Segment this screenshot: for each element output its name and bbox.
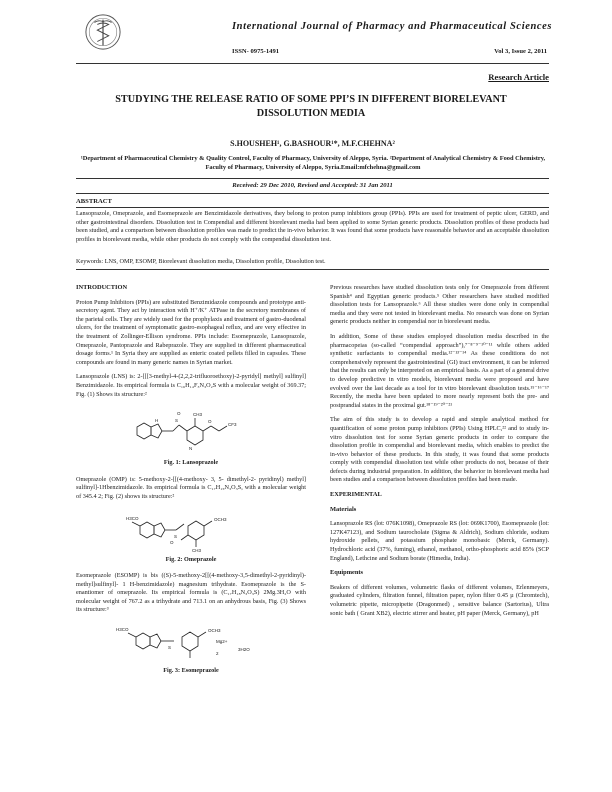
received-dates: Received: 29 Dec 2010, Revised and Accepted: 31 Jan 2011 — [232, 182, 393, 189]
biorelevant-paragraph: In addition, Some of these studies employed dissolution media described in the pharmacopeias (so-called “compendial approach”),⁷⁻⁸⁻⁹⁻¹⁰⁻¹¹ while others added synthetic surfactants to compendial media.¹²⁻¹³⁻¹⁴ As these conditions do not comprehensively represent the gastrointestinal (GI) tract environment, it can be inferred that the results can only be interpreted on an empirical basis. As a part of a general drive to develop predictive in vitro models, biorelevant media were proposed and have evolved over the last decade as a tool for in vitro biorelevant dissolution tests.¹⁵⁻¹⁶⁻¹⁷ Recently, the media have been updated to more nearly represent both the pre- and postprandial states in the proximal gut.¹⁸⁻¹⁹⁻²⁰⁻²¹ — [330, 332, 549, 409]
abstract-text: Lansoprazole, Omeprazole, and Esomeprazole are Benzimidazole derivatives, they belong to proton pump inhibitors group (PPIs). PPIs are used for treatment of peptic ulcer, GERD, and other gastrointestinal disorders. Dissolution test in Compendial and different biorelevant media had been applied to some Syrian generic products. Dissolution profiles of these products had been studied, and a comparison between dissolution profiles was made to predict the in-vivo behavior. It was found that some products have reasonable behavior and an acceptable dissolution profiles in biorelevant media, while other products do not comply with the compendial dissolution test. — [76, 210, 549, 243]
journal-logo-icon — [84, 13, 122, 51]
svg-text:CH3: CH3 — [192, 547, 202, 552]
keywords: Keywords: LNS, OMP, ESOMP, Biorelevant dissolution media, Dissolution profile, Dissolution test. — [76, 258, 326, 265]
svg-text:O: O — [170, 539, 174, 545]
svg-text:Mg2+: Mg2+ — [216, 639, 228, 645]
svg-text:3H2O: 3H2O — [238, 647, 250, 653]
previous-research-paragraph: Previous researches have studied dissolution tests only for Omeprazole from different Spanish⁴ and Egyptian generic products.⁵ Other researchers have studied modified dissolution tests for Lansoprazole.⁶ All these studies were done only in compendial media and they were not tested in biorelevant media. No research was done on Syrian generic products neither in compendial nor in biorelevant media. — [330, 284, 549, 326]
divider — [76, 178, 549, 179]
authors: S.HOUSHEH¹, G.BASHOUR¹*, M.F.CHEHNA² — [230, 139, 395, 148]
affiliations: ¹Department of Pharmaceutical Chemistry & Quality Control, Faculty of Pharmacy, University of Aleppo, Syria. ²Department of Analytical Chemistry & Food Chemistry, Faculty of Pharmacy, University of Aleppo, Syria.Email:mfchehna@gmail.com — [80, 155, 546, 171]
svg-text:O: O — [177, 411, 181, 417]
esomeprazole-structure — [116, 621, 266, 663]
svg-text:S: S — [175, 418, 179, 424]
article-type: Research Article — [488, 72, 549, 82]
figure-1-caption: Fig. 1: Lansoprazole — [163, 459, 219, 467]
figure-3-caption: Fig. 3: Esomeprazole — [163, 667, 219, 675]
svg-text:CF3: CF3 — [228, 422, 237, 428]
issn: ISSN- 0975-1491 — [232, 48, 280, 55]
intro-heading: INTRODUCTION — [76, 284, 128, 291]
figure-3 — [76, 621, 306, 676]
lansoprazole-paragraph: Lansoprazole (LNS) is: 2-[[[3-methyl-4-(2,2,2-trifluoroethoxy)-2-pyridyl] methyl] sulfinyl] Benzimidazole. Its empirical formula is C₁₆H₁₄F₃N₃O₂S with a molecular weight of 369.37; Fig. (1) Shows its structure:² — [76, 373, 306, 398]
journal-name: International Journal of Pharmacy and Pharmaceutical Sciences — [232, 21, 553, 32]
svg-text:N: N — [189, 446, 193, 452]
svg-text:OCH3: OCH3 — [208, 628, 221, 634]
equipments-paragraph: Beakers of different volumes, volumetric flasks of different volumes, Erlenmeyers, graduated cylinders, filtration funnel, filtration paper, nylon filter 0.45 µ (Chromtech), volumetric pipette, micropipette (Dragonmed) , sensitive balance (Sartorius), Ultra sonic bath ( Grant XB2), electric stirrer and heater, pH paper (Merck, Germany), pH — [330, 583, 549, 617]
svg-text:S: S — [168, 645, 172, 651]
equipments-heading: Equipments — [330, 569, 364, 577]
materials-paragraph: Lansoprazole RS (lot: 076K1098), Omeprazole RS (lot: 069K1700), Esomeprazole (lot: 127K47123), and Sodium taurocholate (Sigma & Aldrich), Sodium chloride, sodium hydroxide pellets, and potassium phosphate monobasic (Merck, Germany). Hydrochloric acid (37%, fuming), ethanol, methanol, ortho-phosphoric acid 85% (SCP England), Lethcine and Sodium borate (Himedia, India). — [330, 520, 549, 562]
right-column — [330, 284, 549, 624]
divider — [76, 193, 549, 194]
volume-issue: Vol 3, Issue 2, 2011 — [494, 48, 547, 55]
svg-text:H: H — [155, 418, 159, 424]
figure-2 — [76, 508, 306, 565]
figure-1 — [76, 405, 306, 468]
divider — [76, 269, 549, 270]
abstract-heading: ABSTRACT — [76, 198, 112, 205]
divider — [76, 207, 549, 208]
esomeprazole-paragraph: Esomeprazole (ESOMP) is bis ((S)-5-methoxy-2[[(4-methoxy-3,5-dimethyl-2-pyridinyl)-methyl]sulfinyl]- 1 H-benzimidazole) magnesium trihydrate. Esomeprazole is the S-enantiomer of omeprazole. Its empirical formula is (C₁₇H₁₈N₃O₃S) 2Mg.3H₂O with molecular weight of 767.2 as a trihydrate and 713.1 on an anhydrous basis, Fig. (3) Shows its structure:³ — [76, 572, 306, 614]
svg-text:O: O — [208, 419, 212, 425]
lansoprazole-structure — [131, 405, 251, 455]
svg-text:OCH3: OCH3 — [214, 516, 227, 522]
materials-heading: Materials — [330, 505, 357, 513]
aim-paragraph: The aim of this study is to develop a rapid and simple analytical method for quantification of some proton pump inhibitors (PPIs) Using HPLC,²² and to study in-vitro dissolution test for some Syrian generic products in order to compare the dissolution profile in compendial and biorelevant media, which enables to predict the in-vivo behavior of these products. In this study, it was found that some products comply with compendial dissolution test while other products do not, because of their defects during industrial preparation. In addition, the behavior in biorelevant media had been studies and a comparison between dissolution profiles had been made. — [330, 416, 549, 484]
experimental-heading: EXPERIMENTAL — [330, 491, 382, 499]
header-rule — [76, 63, 549, 64]
intro-paragraph: Proton Pump Inhibitors (PPIs) are substituted Benzimidazole compounds and prototype anti-secretory agent. They act by interaction with H⁺/K⁺ ATPase in the secretory membranes of the parietal cells. They are widely used for the prophylaxis and treatment of gastro-duodenal ulcers, for the treatment of symptomatic gastro-esophageal reflux, and are very effective in the treatment of Zollinger-Ellison syndrome. PPIs include: Esomeprazole, Lansoprazole, Omeprazole, Pantoprazole and Rabeprazole. They are supplied in different pharmaceutical dosage forms.¹ In Syria they are supplied as enteric coated pellets filled in capsules. These compounds are found in many generic names in Syrian market. — [76, 298, 306, 366]
left-column — [76, 284, 306, 684]
figure-2-caption: Fig. 2: Omeprazole — [165, 555, 217, 563]
svg-text:H3CO: H3CO — [126, 515, 139, 521]
svg-text:S: S — [174, 533, 178, 539]
svg-text:CH3: CH3 — [193, 412, 203, 418]
paper-title: STUDYING THE RELEASE RATIO OF SOME PPI’S IN DIFFERENT BIORELEVANT DISSOLUTION MEDIA — [115, 94, 507, 119]
omeprazole-structure — [126, 508, 256, 552]
svg-text:2: 2 — [216, 651, 219, 657]
omeprazole-paragraph: Omeprazole (OMP) is: 5-methoxy-2-[[(4-methoxy- 3, 5- dimethyl-2- pyridinyl) methyl] sulfinyl]-1Hbenzimidazole. Its empirical formula is C₁₇H₁₉N₃O₃S, with a molecular weight of 345.4 2; Fig. (2) shows its structure:² — [76, 475, 306, 500]
svg-text:H3CO: H3CO — [116, 627, 129, 633]
